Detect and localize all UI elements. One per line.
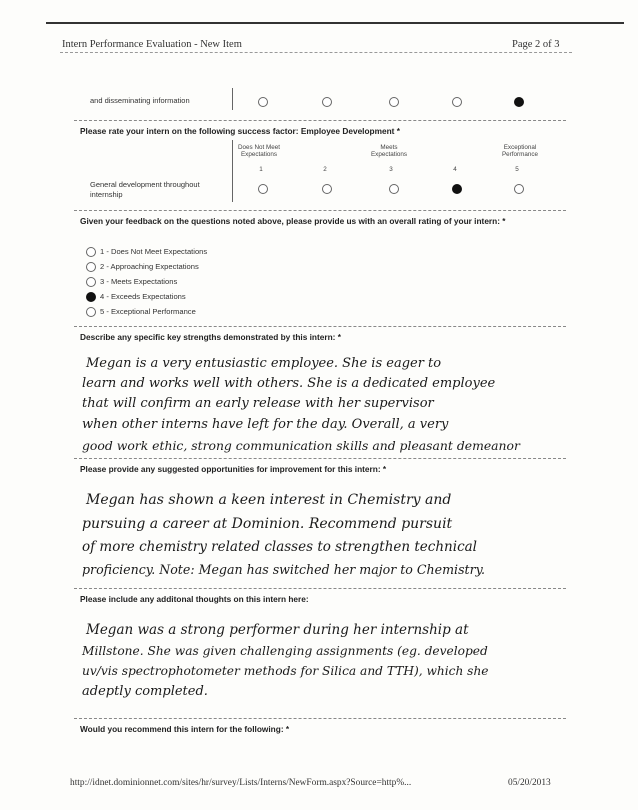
improvement-line: pursuing a career at Dominion. Recommend pursuit [82, 516, 453, 532]
recommend-question: Would you recommend this intern for the following: * [80, 724, 290, 734]
overall-options [86, 244, 207, 319]
overall-option-3[interactable] [86, 274, 207, 289]
strengths-line: Megan is a very entusiastic employee. She is eager to [86, 356, 442, 371]
page-number: Page 2 of 3 [512, 39, 560, 50]
previous-radio-1[interactable] [258, 97, 268, 107]
overall-option-label: 3 - Meets Expectations [100, 277, 178, 286]
overall-radio-5[interactable] [86, 307, 96, 317]
additional-line: Millstone. She was given challenging assignments (eg. developed [82, 644, 488, 658]
page-title: Intern Performance Evaluation - New Item [62, 39, 242, 50]
scale-number-2: 2 [323, 166, 327, 173]
overall-option-label: 2 - Approaching Expectations [100, 262, 199, 271]
scale-number-4: 4 [453, 166, 457, 173]
section-divider [74, 588, 566, 589]
overall-option-5[interactable] [86, 304, 207, 319]
strengths-line: when other interns have left for the day. Overall, a very [82, 417, 449, 432]
previous-item-divider [232, 88, 233, 110]
overall-rating-question: Given your feedback on the questions noted above, please provide us with an overall rating of your intern: * [80, 216, 506, 226]
development-radio-4[interactable] [452, 184, 462, 194]
strengths-line: learn and works well with others. She is a dedicated employee [82, 376, 496, 391]
development-radio-5[interactable] [514, 184, 524, 194]
improvement-line: proficiency. Note: Megan has switched her major to Chemistry. [82, 562, 486, 577]
additional-textarea[interactable] [80, 606, 580, 710]
additional-line: adeptly completed. [82, 684, 208, 699]
strengths-line: good work ethic, strong communication skills and pleasant demeanor [82, 438, 520, 453]
scale-number-1: 1 [259, 166, 263, 173]
additional-line: Megan was a strong performer during her internship at [86, 622, 469, 638]
previous-radio-4[interactable] [452, 97, 462, 107]
strengths-line: that will confirm an early release with her supervisor [82, 396, 434, 411]
scale-label-mid: Meets Expectations [370, 144, 408, 158]
section-divider [74, 326, 566, 327]
strengths-textarea[interactable] [80, 344, 580, 456]
employee-development-question: Please rate your intern on the following success factor: Employee Development * [80, 126, 400, 136]
overall-option-4[interactable] [86, 289, 207, 304]
scale-number-5: 5 [515, 166, 519, 173]
section-divider [74, 718, 566, 719]
improvement-question: Please provide any suggested opportunities for improvement for this intern: * [80, 464, 387, 474]
scale-label-high: Exceptional Performance [501, 144, 539, 158]
overall-option-label: 4 - Exceeds Expectations [100, 292, 186, 301]
improvement-line: of more chemistry related classes to strengthen technical [82, 539, 477, 555]
previous-radio-2[interactable] [322, 97, 332, 107]
overall-radio-4[interactable] [86, 292, 96, 302]
development-radio-1[interactable] [258, 184, 268, 194]
header-underline [60, 52, 572, 53]
section-divider [74, 458, 566, 459]
development-row-label: General development throughout internship [90, 180, 200, 199]
top-border-line [46, 22, 624, 24]
section-divider [74, 120, 566, 121]
improvement-textarea[interactable] [80, 476, 580, 584]
development-radio-2[interactable] [322, 184, 332, 194]
scale-label-low: Does Not Meet Expectations [238, 144, 280, 158]
additional-question: Please include any additonal thoughts on this intern here: [80, 594, 309, 604]
strengths-question: Describe any specific key strengths demonstrated by this intern: * [80, 332, 341, 342]
overall-option-label: 1 - Does Not Meet Expectations [100, 247, 208, 256]
additional-line: uv/vis spectrophotometer methods for Silica and TTH), which she [82, 664, 489, 678]
footer-date: 05/20/2013 [508, 778, 551, 788]
section-divider [74, 210, 566, 211]
overall-option-2[interactable] [86, 259, 207, 274]
previous-radio-5[interactable] [514, 97, 524, 107]
scale-header-divider [232, 140, 233, 202]
overall-radio-1[interactable] [86, 247, 96, 257]
development-radio-3[interactable] [389, 184, 399, 194]
scale-number-3: 3 [389, 166, 393, 173]
improvement-line: Megan has shown a keen interest in Chemistry and [86, 492, 452, 508]
footer-url: http://idnet.dominionnet.com/sites/hr/survey/Lists/Interns/NewForm.aspx?Source=http%... [70, 778, 412, 788]
previous-item-label: and disseminating information [90, 96, 190, 105]
overall-radio-2[interactable] [86, 262, 96, 272]
overall-radio-3[interactable] [86, 277, 96, 287]
overall-option-1[interactable] [86, 244, 207, 259]
previous-radio-3[interactable] [389, 97, 399, 107]
overall-option-label: 5 - Exceptional Performance [100, 307, 196, 316]
